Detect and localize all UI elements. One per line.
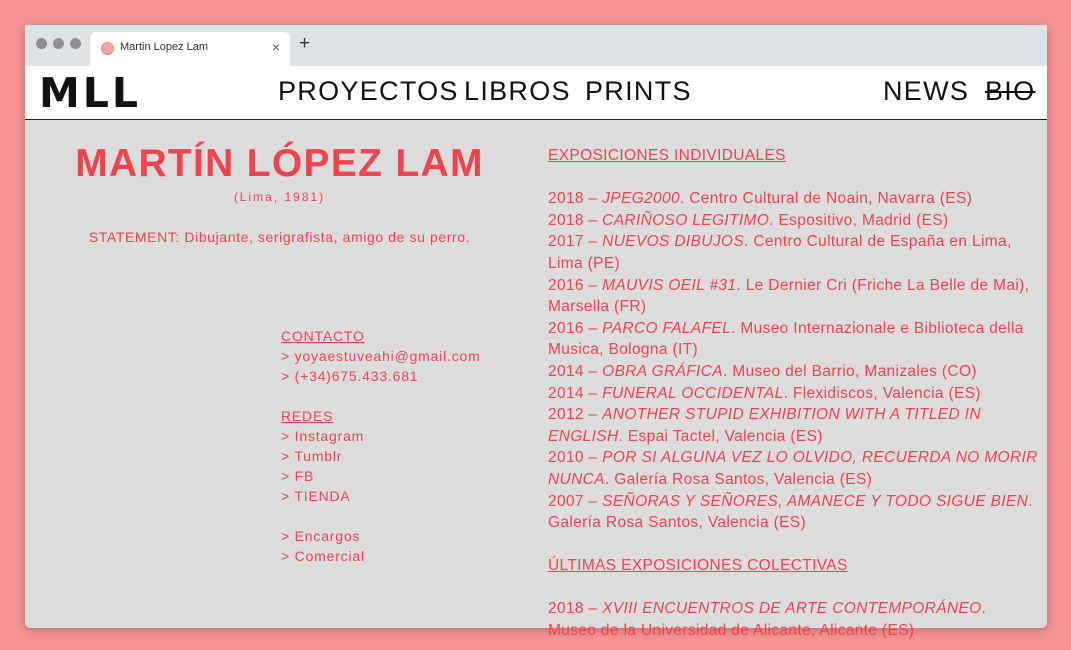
- exhibition-item: [548, 318, 1038, 361]
- exhibition-year: 2017 –: [548, 233, 603, 251]
- exhibition-venue: . Espai Tactel, Valencia (ES): [618, 427, 823, 445]
- exhibition-title: PARCO FALAFEL: [602, 319, 732, 337]
- browser-tab[interactable]: [90, 32, 290, 66]
- tumblr-link[interactable]: > Tumblr: [281, 448, 343, 464]
- exhibition-year: 2014 –: [548, 384, 603, 402]
- bio-content: [25, 120, 1047, 640]
- exhibition-venue: . Museo Internazionale e Biblioteca della Musica, Bologna (IT): [548, 319, 1024, 359]
- exhibition-title: SEÑORAS Y SEÑORES, AMANECE Y TODO SIGUE BIEN: [602, 492, 1029, 510]
- individual-list: [548, 188, 1038, 534]
- redes-heading: REDES: [281, 408, 334, 424]
- site-logo[interactable]: MLL: [39, 69, 142, 117]
- exhibitions-column: [548, 145, 1038, 642]
- phone-link[interactable]: > (+34)675.433.681: [281, 368, 419, 384]
- collective-list: [548, 598, 1038, 641]
- exhibition-venue: . Centro Cultural de Noain, Navarra (ES): [679, 190, 973, 208]
- exhibition-item: [548, 275, 1038, 318]
- tab-title: Martin Lopez Lam: [120, 41, 209, 53]
- exhibition-title: POR SI ALGUNA VEZ LO OLVIDO, RECUERDA NO MORIR NUNCA: [548, 449, 1038, 488]
- exhibition-item: [548, 361, 1038, 383]
- exhibition-year: 2014 –: [548, 362, 603, 380]
- artist-birth: (Lima, 1981): [233, 190, 326, 204]
- browser-chrome: [25, 25, 1047, 66]
- exhibition-title: FUNERAL OCCIDENTAL: [602, 384, 784, 402]
- exhibition-title: NUEVOS DIBUJOS: [602, 233, 745, 251]
- contact-column: [281, 326, 481, 566]
- artist-statement: STATEMENT: Dibujante, serigrafista, amigo de su perro.: [88, 229, 471, 245]
- exhibition-venue: . Museo de la Universidad de Alicante, Alicante (ES): [548, 600, 987, 640]
- contact-heading: CONTACTO: [281, 328, 365, 344]
- exhibition-venue: . Centro Cultural de España en Lima, Lima (PE): [548, 233, 1012, 272]
- site-navbar: [25, 66, 1047, 120]
- fb-link[interactable]: > FB: [281, 468, 315, 484]
- exhibition-year: 2010 –: [548, 449, 603, 467]
- exhibition-venue: . Galería Rosa Santos, Valencia (ES): [604, 470, 873, 488]
- exhibition-item: [548, 598, 1038, 641]
- nav-prints[interactable]: PRINTS: [585, 76, 692, 106]
- nav-proyectos[interactable]: PROYECTOS: [278, 76, 459, 106]
- minimize-window-dot[interactable]: [53, 38, 64, 49]
- exhibition-title: JPEG2000: [602, 190, 680, 208]
- collective-heading: ÚLTIMAS EXPOSICIONES COLECTIVAS: [548, 557, 848, 575]
- close-window-dot[interactable]: [36, 38, 47, 49]
- nav-libros[interactable]: LIBROS: [464, 76, 571, 106]
- exhibition-item: [548, 210, 1038, 232]
- exhibition-title: CARIÑOSO LEGITIMO: [602, 211, 770, 229]
- exhibition-venue: . Espositivo, Madrid (ES): [769, 211, 949, 229]
- exhibition-year: 2007 –: [548, 492, 603, 510]
- exhibition-title: XVIII ENCUENTROS DE ARTE CONTEMPORÁNEO: [602, 600, 982, 618]
- exhibition-item: [548, 404, 1038, 447]
- new-tab-icon[interactable]: +: [299, 33, 311, 54]
- nav-news[interactable]: NEWS: [883, 76, 970, 106]
- exhibition-venue: . Galería Rosa Santos, Valencia (ES): [548, 492, 1033, 532]
- email-link[interactable]: > yoyaestuveahi@gmail.com: [281, 348, 481, 364]
- nav-bio[interactable]: BIO: [985, 76, 1036, 106]
- maximize-window-dot[interactable]: [70, 38, 81, 49]
- exhibition-year: 2018 –: [548, 600, 603, 618]
- exhibition-year: 2012 –: [548, 406, 603, 424]
- tab-close-icon[interactable]: ×: [271, 39, 280, 55]
- exhibition-venue: . Le Dernier Cri (Friche La Belle de Mai), Marsella (FR): [548, 276, 1030, 316]
- favicon-icon: [101, 42, 114, 55]
- exhibition-year: 2016 –: [548, 276, 603, 294]
- browser-window: [25, 25, 1047, 640]
- encargos-link[interactable]: > Encargos: [281, 528, 361, 544]
- exhibition-title: OBRA GRÁFICA: [602, 362, 723, 380]
- instagram-link[interactable]: > Instagram: [281, 428, 365, 444]
- comercial-link[interactable]: > Comercial: [281, 548, 365, 564]
- exhibition-title: ANOTHER STUPID EXHIBITION WITH A TITLED IN ENGLISH: [548, 406, 981, 445]
- individual-heading: EXPOSICIONES INDIVIDUALES: [548, 147, 786, 164]
- exhibition-venue: . Museo del Barrio, Manizales (CO): [722, 362, 977, 380]
- exhibition-item: [548, 231, 1038, 274]
- exhibition-item: [548, 383, 1038, 405]
- exhibition-year: 2016 –: [548, 319, 603, 337]
- exhibition-year: 2018 –: [548, 190, 603, 208]
- exhibition-item: [548, 447, 1038, 490]
- exhibition-venue: . Flexidiscos, Valencia (ES): [783, 384, 981, 402]
- tienda-link[interactable]: > TIENDA: [281, 488, 351, 504]
- exhibition-item: [548, 491, 1038, 534]
- exhibition-year: 2018 –: [548, 211, 603, 229]
- exhibition-item: [548, 188, 1038, 210]
- exhibition-title: MAUVIS OEIL #31: [602, 276, 737, 294]
- artist-name: MARTÍN LÓPEZ LAM: [75, 142, 484, 185]
